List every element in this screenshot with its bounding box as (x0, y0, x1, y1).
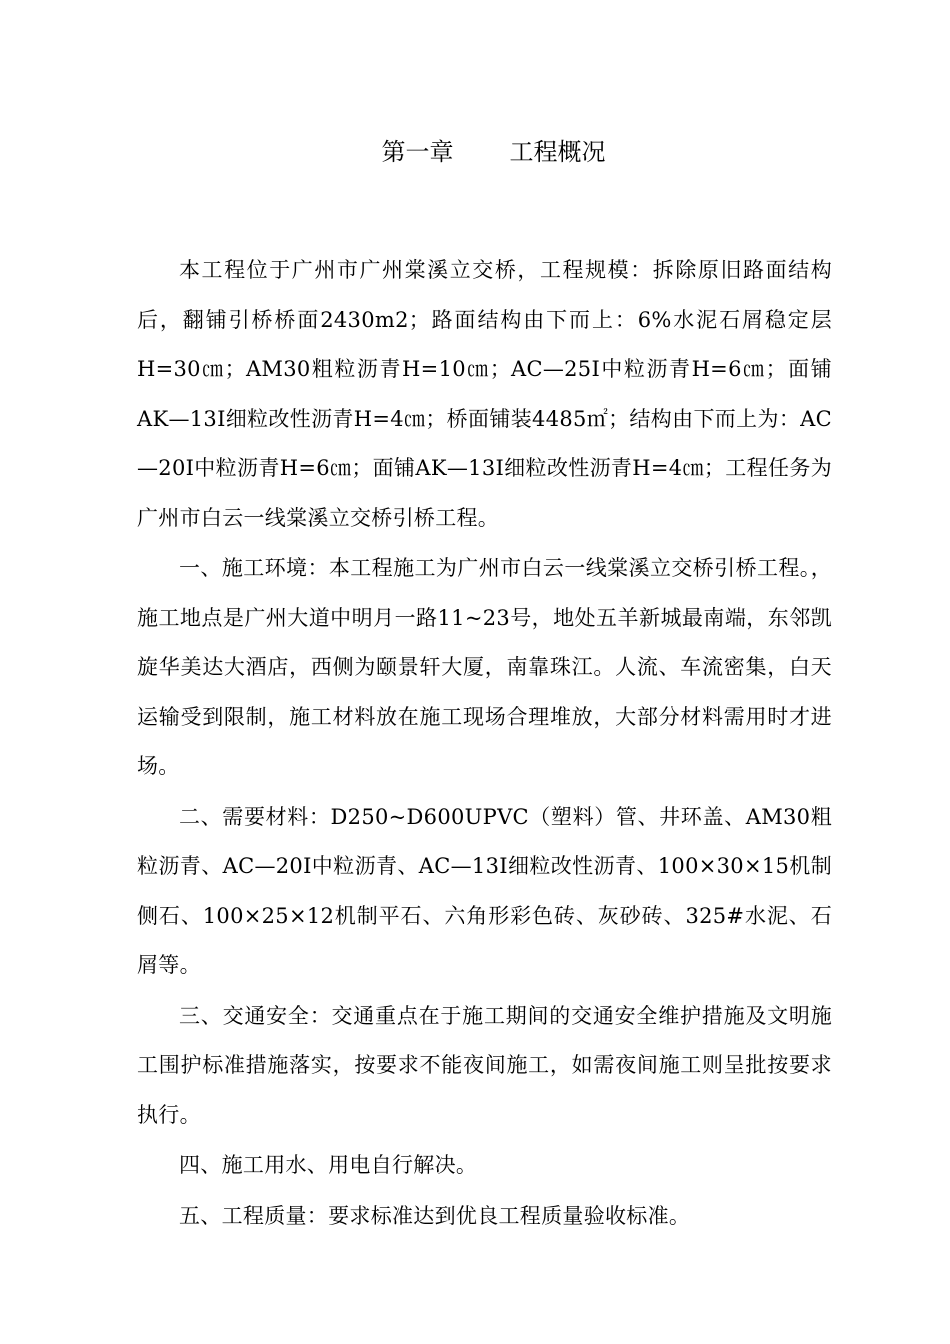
paragraph-project-overview: 本工程位于广州市广州棠溪立交桥，工程规模：拆除原旧路面结构后，翻铺引桥桥面2430m2；路面结构由下而上：6%水泥石屑稳定层H=30㎝；AM30粗粒沥青H=10㎝；AC—25I中粒沥青H=6㎝；面铺AK—13I细粒改性沥青H=4㎝；桥面铺装4485㎡；结构由下而上为：AC—20I中粒沥青H=6㎝；面铺AK—13I细粒改性沥青H=4㎝；工程任务为广州市白云一线棠溪立交桥引桥工程。 (137, 258, 832, 530)
paragraph-construction-environment: 一、施工环境：本工程施工为广州市白云一线棠溪立交桥引桥工程。，施工地点是广州大道中明月一路11~23号，地处五羊新城最南端，东邻凯旋华美达大酒店，西侧为颐景轩大厦，南靠珠江。人流、车流密集，白天运输受到限制，施工材料放在施工现场合理堆放，大部分材料需用时才进场。 (137, 556, 832, 778)
chapter-name: 工程概况 (509, 138, 606, 166)
paragraph-required-materials: 二、需要材料：D250~D600UPVC（塑料）管、井环盖、AM30粗粒沥青、AC—20I中粒沥青、AC—13I细粒改性沥青、100×30×15机制侧石、100×25×12机制平石、六角形彩色砖、灰砂砖、325#水泥、石屑等。 (137, 804, 832, 977)
paragraph-project-quality: 五、工程质量：要求标准达到优良工程质量验收标准。 (179, 1203, 691, 1228)
paragraph-water-electricity: 四、施工用水、用电自行解决。 (179, 1153, 478, 1177)
paragraph-traffic-safety: 三、交通安全：交通重点在于施工期间的交通安全维护措施及文明施工围护标准措施落实，按要求不能夜间施工，如需夜间施工则呈批按要求执行。 (137, 1003, 832, 1127)
chapter-label: 第一章 (381, 138, 454, 166)
chapter-title (137, 128, 832, 176)
